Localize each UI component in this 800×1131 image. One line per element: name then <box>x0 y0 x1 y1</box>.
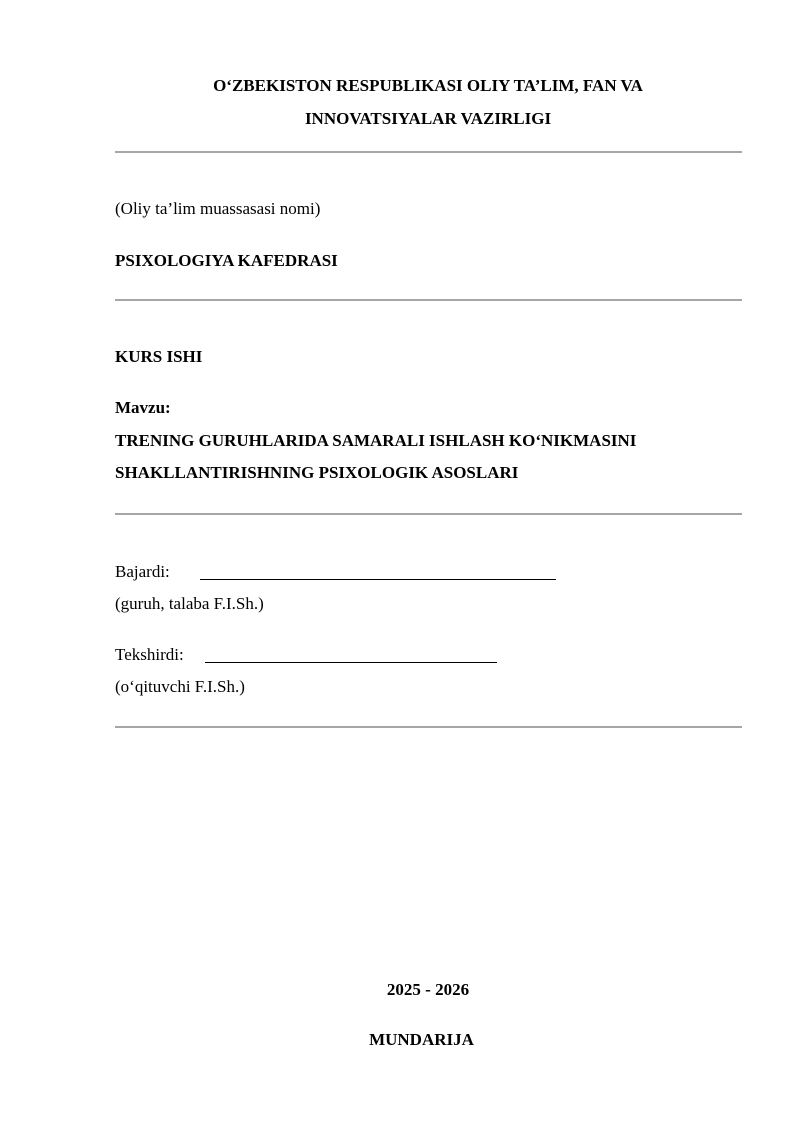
checked-by-signature-line[interactable] <box>205 645 497 663</box>
divider-3 <box>115 513 742 515</box>
topic-title-line-2: SHAKLLANTIRISHNING PSIXOLOGIK ASOSLARI <box>115 463 519 482</box>
ministry-title-line-1: O‘ZBEKISTON RESPUBLIKASI OLIY TA’LIM, FAN VA <box>213 76 643 95</box>
ministry-title-line-2: INNOVATSIYALAR VAZIRLIGI <box>304 109 552 128</box>
topic-title-line-1: TRENING GURUHLARIDA SAMARALI ISHLASH KO‘NIKMASINI <box>115 431 637 450</box>
checked-by-hint: (o‘qituvchi F.I.Sh.) <box>115 677 245 696</box>
divider-4 <box>115 726 742 728</box>
department-name: PSIXOLOGIYA KAFEDRASI <box>115 251 338 270</box>
institution-name-placeholder: (Oliy ta’lim muassasasi nomi) <box>115 199 321 218</box>
topic-label: Mavzu: <box>115 398 171 417</box>
contents-heading: MUNDARIJA <box>369 1030 474 1049</box>
academic-year: 2025 - 2026 <box>386 980 470 999</box>
performed-by-label: Bajardi: <box>115 562 170 581</box>
divider-1 <box>115 151 742 153</box>
performed-by-signature-line[interactable] <box>200 562 556 580</box>
performed-by-hint: (guruh, talaba F.I.Sh.) <box>115 594 264 613</box>
work-type: KURS ISHI <box>115 347 203 366</box>
divider-2 <box>115 299 742 301</box>
checked-by-label: Tekshirdi: <box>115 645 184 664</box>
